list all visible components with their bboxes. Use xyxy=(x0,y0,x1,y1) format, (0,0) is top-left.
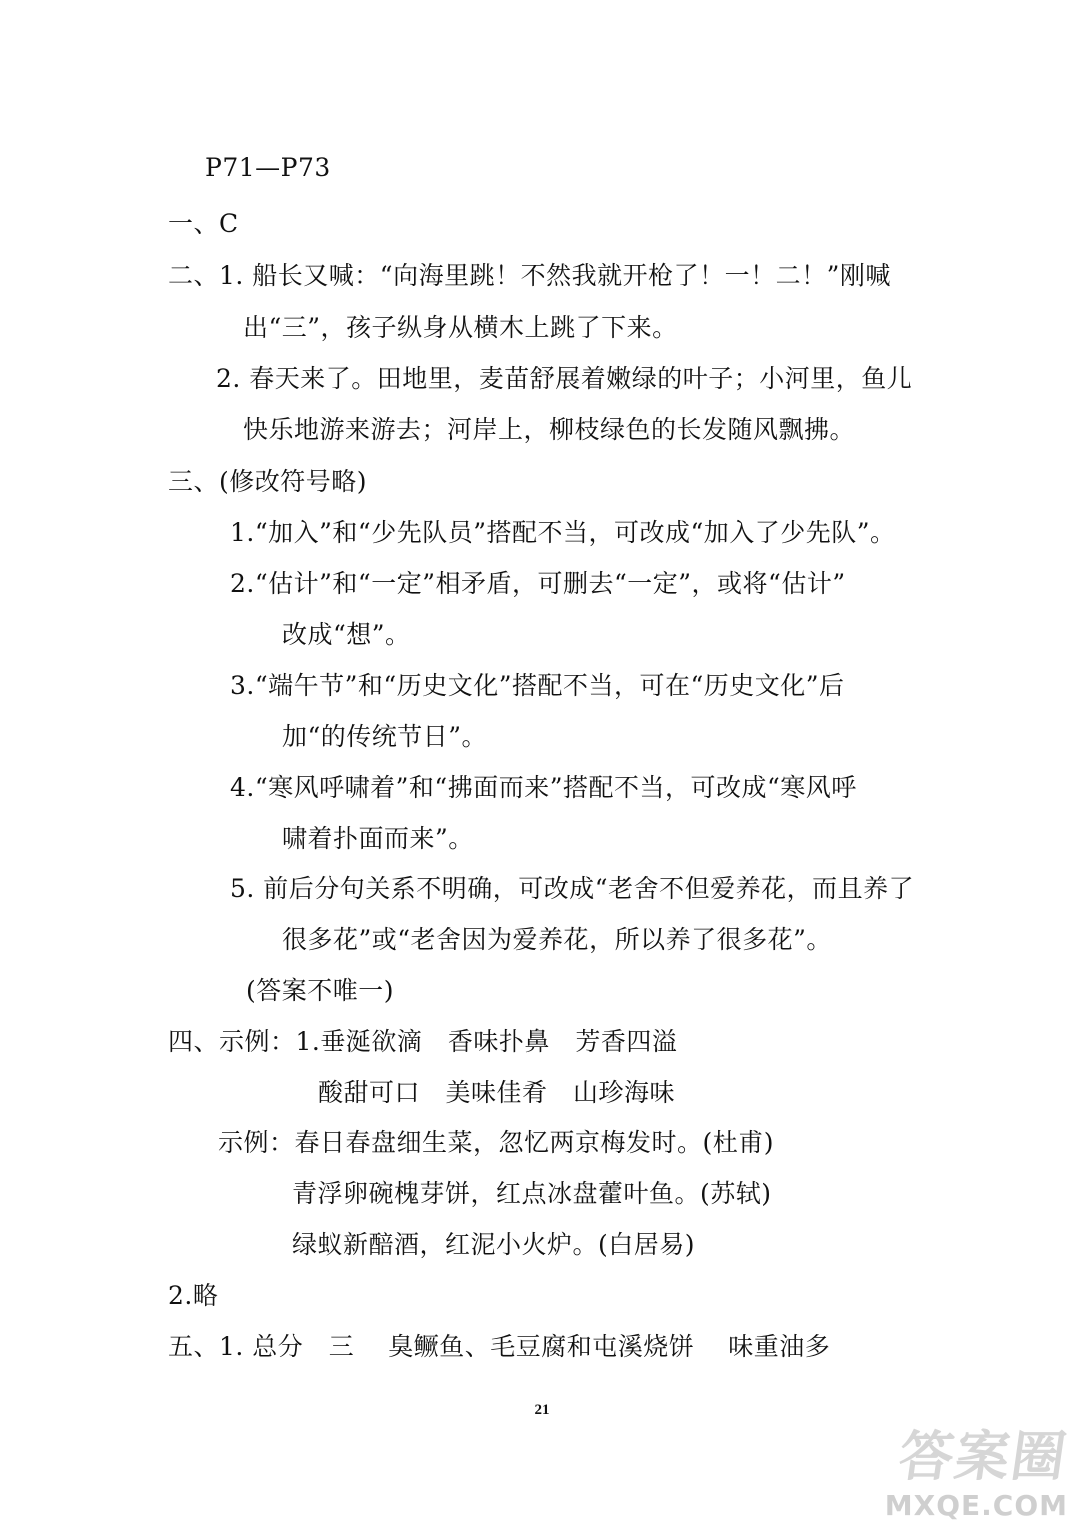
answer-section-4-item-2: 2.略 xyxy=(168,1281,219,1310)
answer-section-3-item-4: 4.“寒风呼啸着”和“拂面而来”搭配不当，可改成“寒风呼 xyxy=(230,773,857,802)
answer-section-4-example-2: 青浮卵碗槐芽饼，红点冰盘藿叶鱼。(苏轼) xyxy=(292,1179,772,1208)
answer-section-1: 一、C xyxy=(168,209,239,238)
answer-section-3: 三、(修改符号略) xyxy=(168,467,368,496)
answer-section-2-item-1: 二、1. 船长又喊：“向海里跳！不然我就开枪了！一！二！”刚喊 xyxy=(168,261,891,290)
answer-note: (答案不唯一) xyxy=(246,976,395,1005)
answer-section-3-item-2: 2.“估计”和“一定”相矛盾，可删去“一定”，或将“估计” xyxy=(230,569,846,598)
answer-section-4-example-3: 绿蚁新醅酒，红泥小火炉。(白居易) xyxy=(292,1230,696,1259)
answer-section-3-item-4-cont: 啸着扑面而来”。 xyxy=(282,824,474,853)
answer-section-3-item-1: 1.“加入”和“少先队员”搭配不当，可改成“加入了少先队”。 xyxy=(230,518,896,547)
answer-section-3-item-2-cont: 改成“想”。 xyxy=(282,620,411,649)
answer-section-2-item-2-cont: 快乐地游来游去；河岸上，柳枝绿色的长发随风飘拂。 xyxy=(243,415,856,444)
answer-section-2-item-2: 2. 春天来了。田地里，麦苗舒展着嫩绿的叶子；小河里，鱼儿 xyxy=(216,364,913,393)
answer-section-5-item-1: 五、1. 总分 三 臭鳜鱼、毛豆腐和屯溪烧饼 味重油多 xyxy=(168,1332,831,1361)
answer-section-4-item-1-cont: 酸甜可口 美味佳肴 山珍海味 xyxy=(318,1078,676,1107)
answer-section-2-item-1-cont: 出“三”，孩子纵身从横木上跳了下来。 xyxy=(243,313,678,342)
answer-section-4-item-1: 四、示例：1.垂涎欲滴 香味扑鼻 芳香四溢 xyxy=(168,1027,678,1056)
answer-section-3-item-3-cont: 加“的传统节日”。 xyxy=(282,722,488,751)
page-number: 21 xyxy=(534,1402,550,1418)
answer-section-4-example-1: 示例：春日春盘细生菜，忽忆两京梅发时。(杜甫) xyxy=(218,1128,775,1157)
answer-section-3-item-5-cont: 很多花”或“老舍因为爱养花，所以养了很多花”。 xyxy=(282,925,832,954)
answer-section-3-item-5: 5. 前后分句关系不明确，可改成“老舍不但爱养花，而且养了 xyxy=(230,874,915,903)
section-page-range: P71—P73 xyxy=(205,153,331,182)
watermark-site: MXQE.COM xyxy=(884,1489,1068,1522)
watermark xyxy=(884,1410,1074,1528)
watermark-logo: 答案圈 xyxy=(895,1425,1072,1488)
answer-section-3-item-3: 3.“端午节”和“历史文化”搭配不当，可在“历史文化”后 xyxy=(230,671,845,700)
